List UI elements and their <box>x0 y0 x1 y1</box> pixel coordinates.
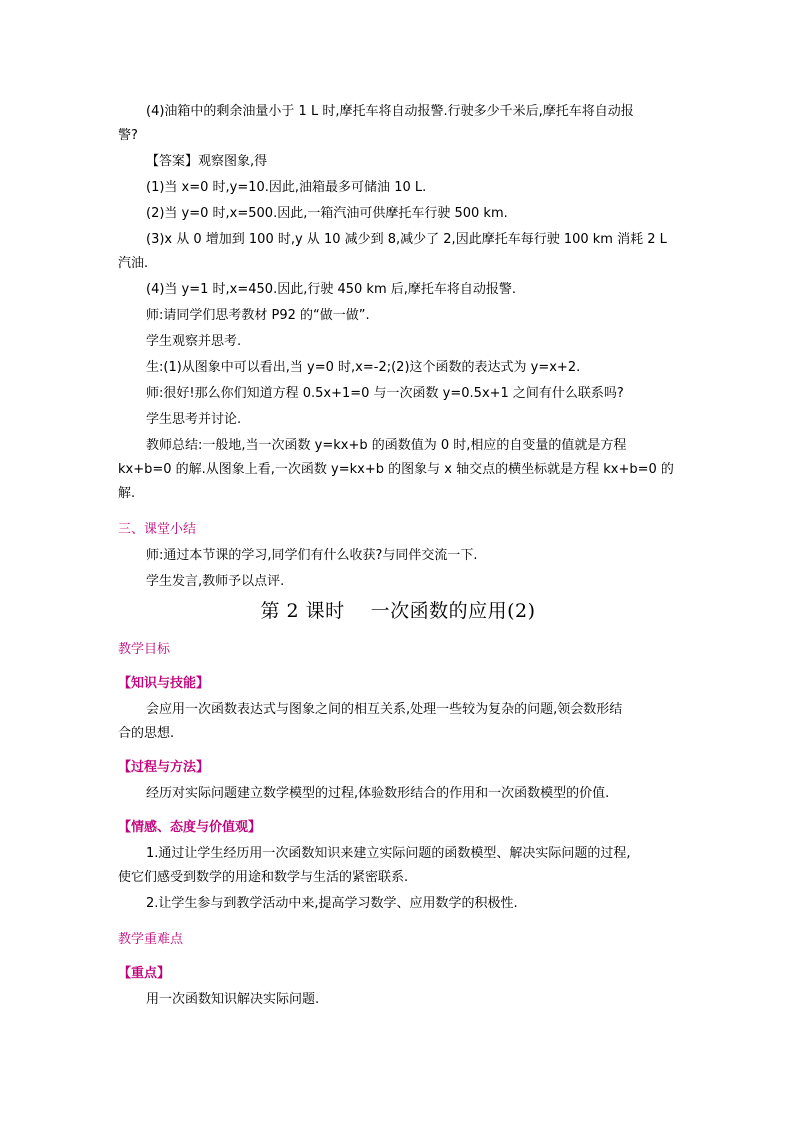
key-points-heading: 【重点】 <box>118 966 171 981</box>
student-action-3: 学生思考并讨论. <box>146 412 242 427</box>
knowledge-skills-line-2: 合的思想. <box>118 726 175 741</box>
answer-3-line-1: (3)x 从 0 增加到 100 时,y 从 10 减少到 8,减少了 2,因此摩托车每行驶 100 km 消耗 2 L <box>146 232 667 247</box>
emotion-values-1-line-2: 使它们感受到数学的用途和数学与生活的紧密联系. <box>118 870 409 885</box>
emotion-values-1-line-1: 1.通过让学生经历用一次函数知识来建立实际问题的函数模型、解决实际问题的过程, <box>146 846 631 861</box>
section-3-heading: 三、课堂小结 <box>118 522 197 537</box>
question-4-line-1: (4)油箱中的剩余油量小于 1 L 时,摩托车将自动报警.行驶多少千米后,摩托车将自动报 <box>146 104 634 119</box>
student-answer-2: 生:(1)从图象中可以看出,当 y=0 时,x=-2;(2)这个函数的表达式为 y=x+2. <box>146 360 581 375</box>
answer-heading: 【答案】观察图象,得 <box>146 154 268 169</box>
process-methods-text: 经历对实际问题建立数学模型的过程,体验数形结合的作用和一次函数模型的价值. <box>146 786 610 801</box>
teacher-summary-line-1: 教师总结:一般地,当一次函数 y=kx+b 的函数值为 0 时,相应的自变量的值就是方程 <box>146 438 627 453</box>
question-4-line-2: 警? <box>118 128 138 143</box>
teaching-goals-heading: 教学目标 <box>118 642 171 657</box>
teacher-prompt-2: 师:很好!那么你们知道方程 0.5x+1=0 与一次函数 y=0.5x+1 之间有什么联系吗? <box>146 386 624 401</box>
lesson-2-title <box>118 596 678 626</box>
knowledge-skills-heading: 【知识与技能】 <box>118 676 210 691</box>
teacher-prompt-1: 师:请同学们思考教材 P92 的“做一做”. <box>146 308 370 323</box>
teacher-summary-line-3: 解. <box>118 486 136 501</box>
key-points-text: 用一次函数知识解决实际问题. <box>146 992 320 1007</box>
answer-1: (1)当 x=0 时,y=10.因此,油箱最多可储油 10 L. <box>146 180 427 195</box>
section-3-student: 学生发言,教师予以点评. <box>146 574 285 589</box>
emotion-values-2: 2.让学生参与到教学活动中来,提高学习数学、应用数学的积极性. <box>146 896 518 911</box>
knowledge-skills-line-1: 会应用一次函数表达式与图象之间的相互关系,处理一些较为复杂的问题,领会数形结 <box>146 702 623 717</box>
answer-4: (4)当 y=1 时,x=450.因此,行驶 450 km 后,摩托车将自动报警. <box>146 282 516 297</box>
answer-2: (2)当 y=0 时,x=500.因此,一箱汽油可供摩托车行驶 500 km. <box>146 206 508 221</box>
teacher-summary-line-2: kx+b=0 的解.从图象上看,一次函数 y=kx+b 的图象与 x 轴交点的横坐标就是方程 kx+b=0 的 <box>118 462 674 477</box>
answer-3-line-2: 汽油. <box>118 256 149 271</box>
process-methods-heading: 【过程与方法】 <box>118 760 210 775</box>
emotion-values-heading: 【情感、态度与价值观】 <box>118 820 262 835</box>
section-3-teacher: 师:通过本节课的学习,同学们有什么收获?与同伴交流一下. <box>146 548 478 563</box>
teaching-difficulties-heading: 教学重难点 <box>118 932 184 947</box>
lesson-2-title-number: 第 2 课时 <box>260 600 345 622</box>
lesson-2-title-topic: 一次函数的应用(2) <box>370 600 536 622</box>
student-action-1: 学生观察并思考. <box>146 334 242 349</box>
document-content <box>118 100 678 1012</box>
